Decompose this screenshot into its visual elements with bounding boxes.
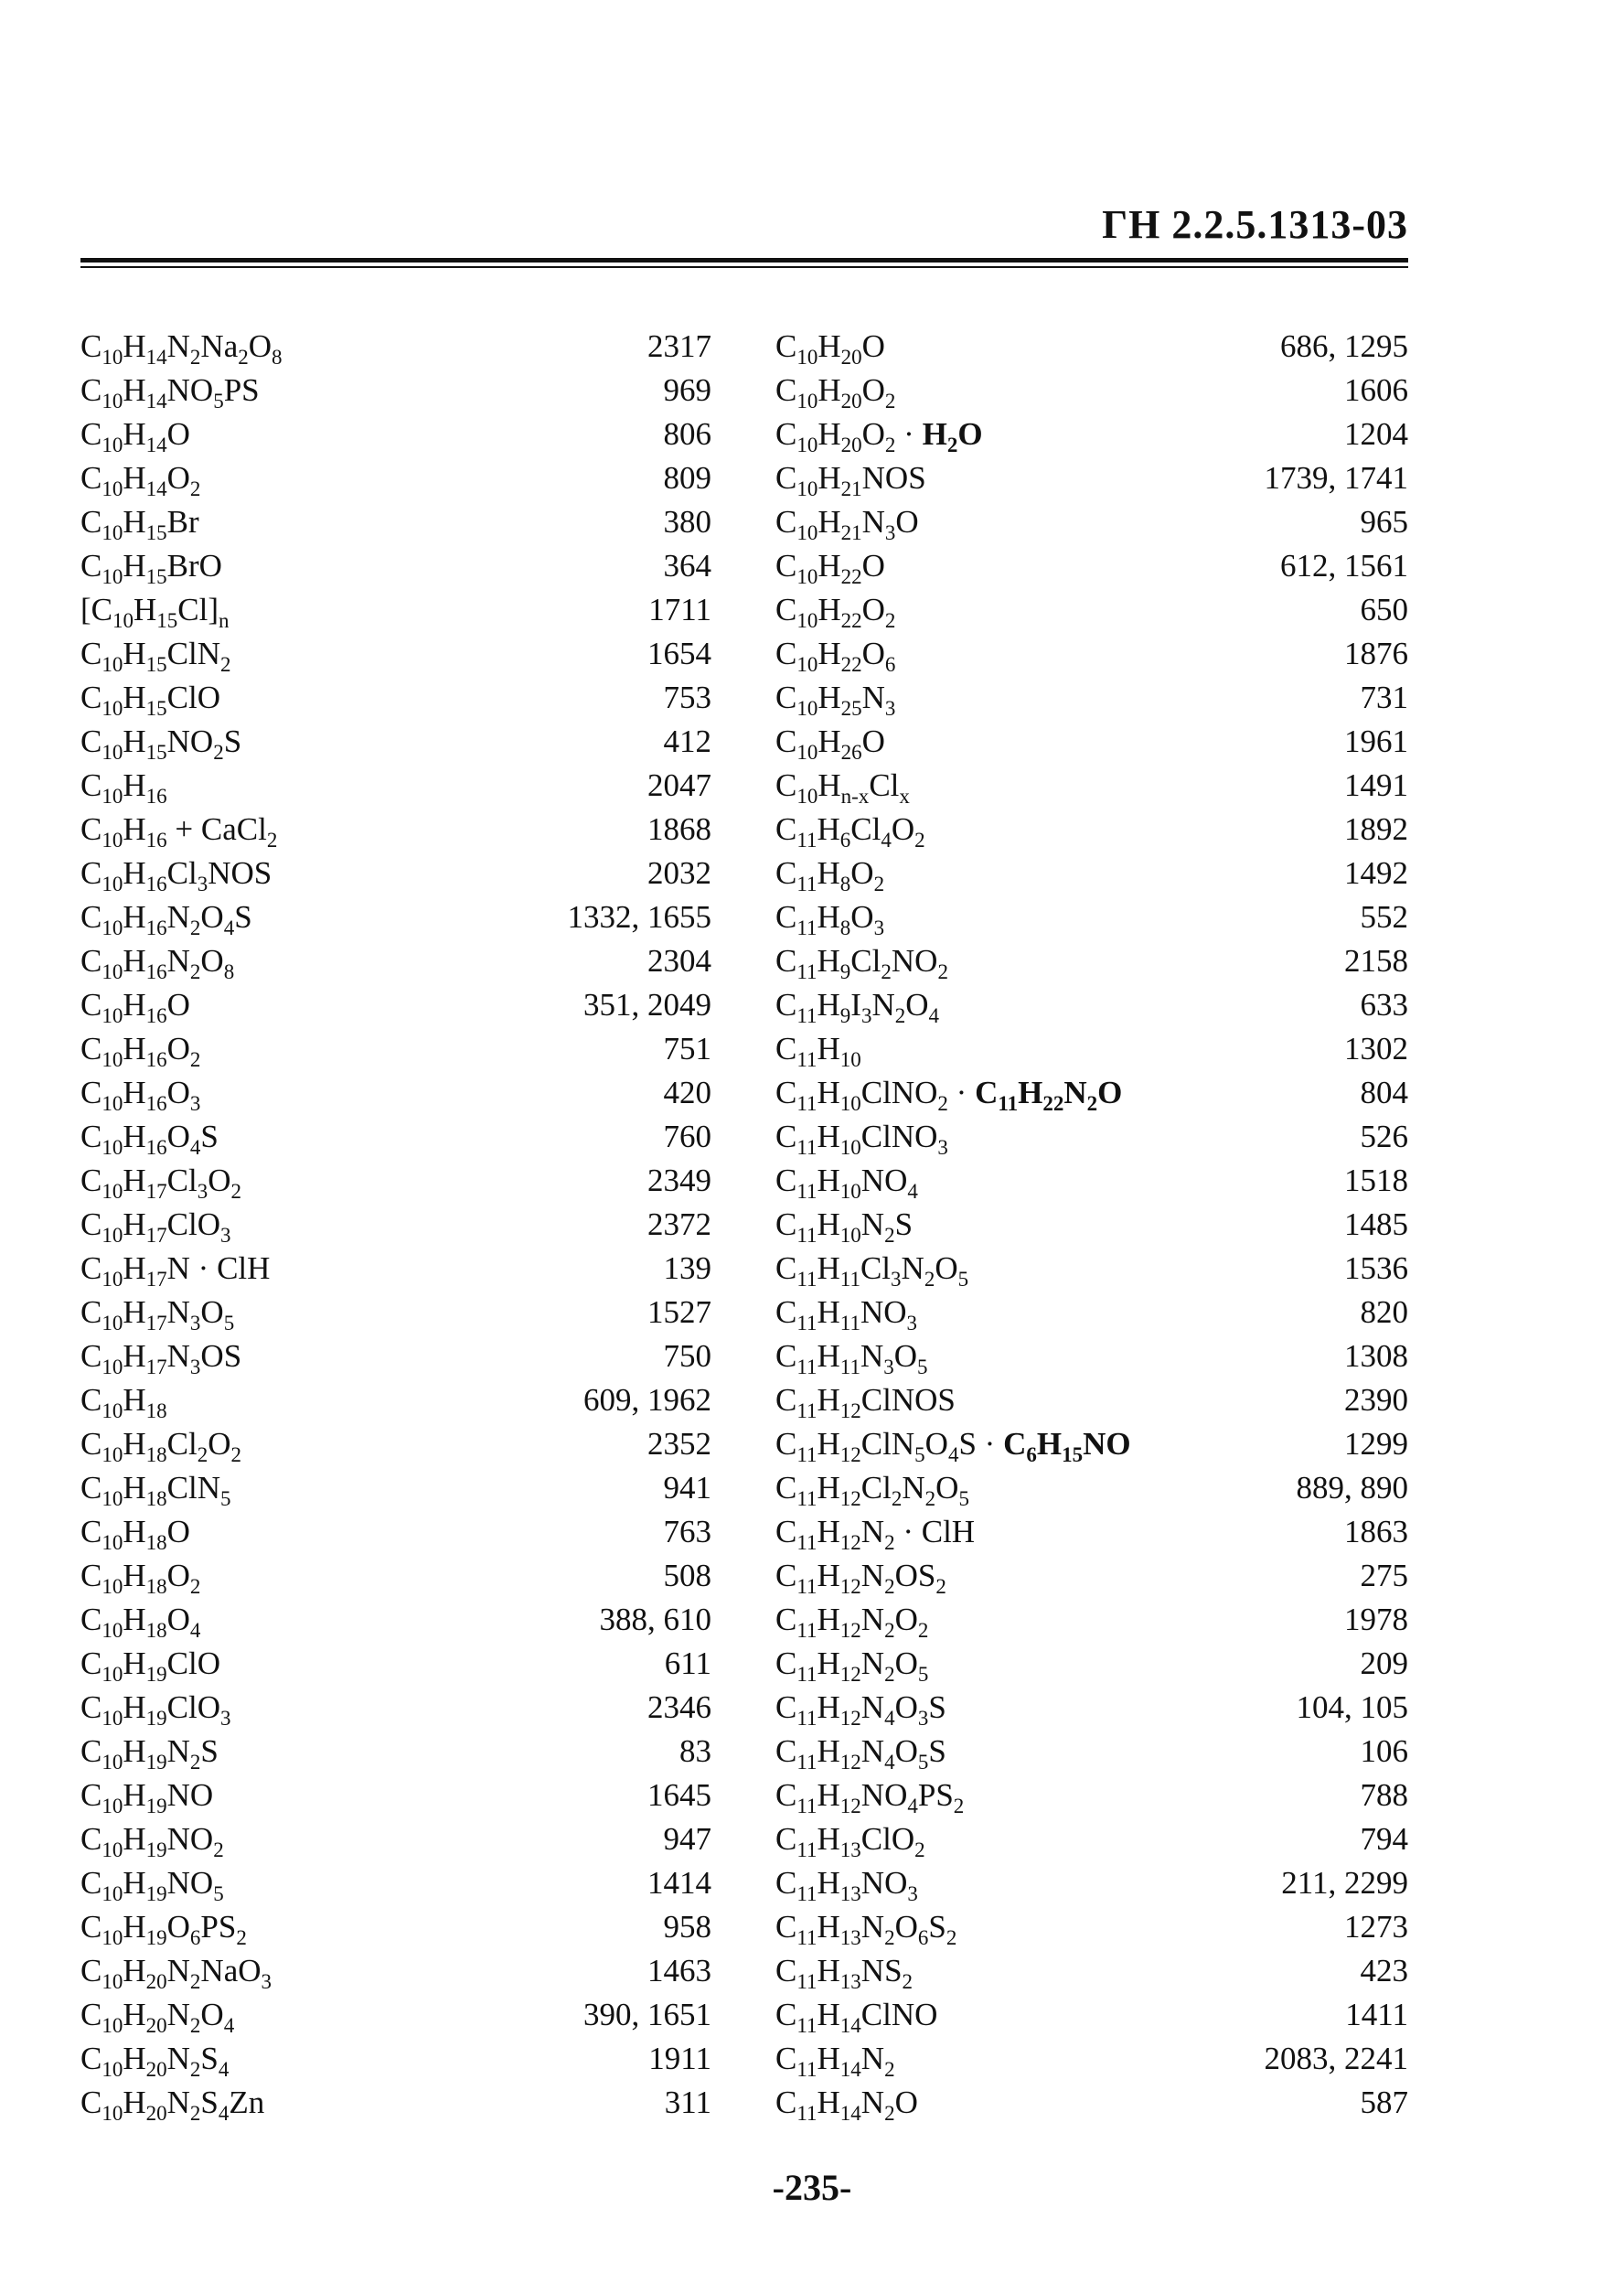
index-row bbox=[80, 1027, 711, 1071]
reference-numbers: 650 bbox=[1360, 592, 1408, 627]
chemical-formula: $C_{10}H_{15}Br$ bbox=[80, 504, 199, 544]
chemical-formula: $C_{10}H_{15}ClO$ bbox=[80, 680, 220, 720]
index-row bbox=[775, 588, 1408, 632]
chemical-formula: $C_{11}H_9I_3N_2O_4$ bbox=[775, 987, 940, 1027]
chemical-formula: $C_{10}H_{17}Cl_3O_2$ bbox=[80, 1163, 241, 1203]
reference-numbers: 526 bbox=[1360, 1119, 1408, 1154]
reference-numbers: 1978 bbox=[1344, 1602, 1408, 1637]
chemical-formula: $C_{10}H_{16}$ bbox=[80, 767, 167, 808]
chemical-formula: $C_{11}H_{13}NO_3$ bbox=[775, 1865, 918, 1905]
chemical-formula: $C_{11}H_{12}Cl_2N_2O_5$ bbox=[775, 1470, 969, 1510]
chemical-formula: $C_{11}H_{13}NS_2$ bbox=[775, 1953, 914, 1993]
reference-numbers: 1463 bbox=[647, 1953, 711, 1988]
index-row bbox=[80, 1905, 711, 1949]
chemical-formula: $C_{10}H_{20}N_2O_4$ bbox=[80, 1997, 235, 2037]
reference-numbers: 1332, 1655 bbox=[567, 899, 711, 935]
chemical-formula: $C_{10}H_{16}O$ bbox=[80, 987, 190, 1027]
index-row bbox=[80, 895, 711, 939]
index-row bbox=[80, 1686, 711, 1730]
reference-numbers: 1654 bbox=[647, 636, 711, 671]
reference-numbers: 2346 bbox=[647, 1689, 711, 1725]
chemical-formula: $C_{10}H_{18}Cl_2O_2$ bbox=[80, 1426, 241, 1466]
index-row bbox=[775, 413, 1408, 456]
reference-numbers: 2349 bbox=[647, 1163, 711, 1198]
chemical-formula: $C_{11}H_{12}N_4O_5S$ bbox=[775, 1733, 946, 1774]
reference-numbers: 209 bbox=[1360, 1645, 1408, 1681]
chemical-formula: $C_{10}H_{22}O_6$ bbox=[775, 636, 896, 676]
index-row bbox=[775, 895, 1408, 939]
index-row bbox=[775, 1378, 1408, 1422]
reference-numbers: 750 bbox=[663, 1338, 711, 1374]
index-row bbox=[80, 1949, 711, 1993]
index-row bbox=[80, 720, 711, 764]
index-row bbox=[775, 1817, 1408, 1861]
index-row bbox=[775, 369, 1408, 413]
index-row bbox=[775, 1949, 1408, 1993]
chemical-formula: $C_{11}H_{14}ClNO$ bbox=[775, 1997, 938, 2037]
index-row bbox=[80, 2037, 711, 2081]
reference-numbers: 809 bbox=[663, 460, 711, 496]
reference-numbers: 2390 bbox=[1344, 1382, 1408, 1418]
chemical-formula: $C_{10}H_{20}N_2NaO_3$ bbox=[80, 1953, 272, 1993]
index-row bbox=[775, 808, 1408, 852]
right-column bbox=[775, 325, 1408, 2125]
reference-numbers: 941 bbox=[663, 1470, 711, 1506]
reference-numbers: 83 bbox=[679, 1733, 711, 1769]
index-row bbox=[80, 1774, 711, 1817]
chemical-formula: $C_{10}H_{17}N$ · ClH bbox=[80, 1250, 271, 1291]
index-row bbox=[775, 1861, 1408, 1905]
reference-numbers: 412 bbox=[663, 723, 711, 759]
chemical-formula: $C_{11}H_{11}Cl_3N_2O_5$ bbox=[775, 1250, 969, 1291]
reference-numbers: 1527 bbox=[647, 1294, 711, 1330]
index-row bbox=[775, 2037, 1408, 2081]
reference-numbers: 2304 bbox=[647, 943, 711, 979]
reference-numbers: 1518 bbox=[1344, 1163, 1408, 1198]
reference-numbers: 763 bbox=[663, 1514, 711, 1549]
index-row bbox=[775, 325, 1408, 369]
chemical-formula: $C_{11}H_{11}NO_3$ bbox=[775, 1294, 918, 1334]
reference-numbers: 1961 bbox=[1344, 723, 1408, 759]
reference-numbers: 139 bbox=[663, 1250, 711, 1286]
chemical-formula: $C_{11}H_{10}$ bbox=[775, 1031, 861, 1071]
reference-numbers: 275 bbox=[1360, 1558, 1408, 1593]
reference-numbers: 380 bbox=[663, 504, 711, 540]
index-row bbox=[80, 1159, 711, 1203]
index-row bbox=[80, 1466, 711, 1510]
reference-numbers: 2047 bbox=[647, 767, 711, 803]
index-row bbox=[80, 764, 711, 808]
index-row bbox=[80, 1422, 711, 1466]
index-row bbox=[775, 544, 1408, 588]
reference-numbers: 611 bbox=[664, 1645, 711, 1681]
reference-numbers: 1868 bbox=[647, 811, 711, 847]
chemical-formula: $C_{10}H_{22}O$ bbox=[775, 548, 885, 588]
reference-numbers: 2352 bbox=[647, 1426, 711, 1462]
chemical-formula: $C_{10}H_{16}$ + CaCl$_2$ bbox=[80, 811, 278, 852]
reference-numbers: 1645 bbox=[647, 1777, 711, 1813]
index-row bbox=[775, 720, 1408, 764]
index-row bbox=[80, 1510, 711, 1554]
reference-numbers: 2372 bbox=[647, 1206, 711, 1242]
chemical-formula: $C_{10}H_{20}O$ bbox=[775, 328, 885, 369]
chemical-formula: $C_{11}H_{10}ClNO_2 \cdot C_{11}H_{22}N_2O$ bbox=[775, 1075, 1123, 1115]
reference-numbers: 751 bbox=[663, 1031, 711, 1066]
index-row bbox=[775, 1905, 1408, 1949]
chemical-formula: $C_{10}H_{20}O_2$ bbox=[775, 372, 896, 413]
chemical-formula: $C_{10}H_{16}O_4S$ bbox=[80, 1119, 219, 1159]
chemical-formula: $C_{10}H_{14}N_2Na_2O_8$ bbox=[80, 328, 283, 369]
chemical-formula: $C_{10}H_{18}O$ bbox=[80, 1514, 190, 1554]
reference-numbers: 889, 890 bbox=[1296, 1470, 1408, 1506]
chemical-formula: $C_{10}H_{18}O_2$ bbox=[80, 1558, 201, 1598]
reference-numbers: 1411 bbox=[1345, 1997, 1408, 2032]
header-rule-thin bbox=[80, 266, 1408, 268]
reference-numbers: 753 bbox=[663, 680, 711, 715]
chemical-formula: $C_{11}H_{11}N_3O_5$ bbox=[775, 1338, 928, 1378]
reference-numbers: 1485 bbox=[1344, 1206, 1408, 1242]
chemical-formula: $C_{10}H_{19}NO_5$ bbox=[80, 1865, 224, 1905]
chemical-formula: $C_{10}H_{19}N_2S$ bbox=[80, 1733, 219, 1774]
reference-numbers: 420 bbox=[663, 1075, 711, 1110]
index-row bbox=[80, 1817, 711, 1861]
index-row bbox=[80, 544, 711, 588]
reference-numbers: 806 bbox=[663, 416, 711, 452]
chemical-formula: $C_{10}H_{18}$ bbox=[80, 1382, 167, 1422]
reference-numbers: 1892 bbox=[1344, 811, 1408, 847]
reference-numbers: 731 bbox=[1360, 680, 1408, 715]
index-row bbox=[775, 1159, 1408, 1203]
chemical-formula: $C_{10}H_{14}NO_5PS$ bbox=[80, 372, 260, 413]
index-row bbox=[775, 1203, 1408, 1247]
index-row bbox=[80, 1861, 711, 1905]
index-row bbox=[775, 1510, 1408, 1554]
index-row bbox=[80, 808, 711, 852]
chemical-formula: $C_{11}H_{12}N_2$ · ClH bbox=[775, 1514, 976, 1554]
chemical-formula: $C_{11}H_{12}N_2OS_2$ bbox=[775, 1558, 946, 1598]
index-row bbox=[80, 1730, 711, 1774]
reference-numbers: 2032 bbox=[647, 855, 711, 891]
chemical-formula: $C_{10}H_{16}O_2$ bbox=[80, 1031, 201, 1071]
chemical-formula: $C_{10}H_{17}ClO_3$ bbox=[80, 1206, 231, 1247]
index-row bbox=[80, 1247, 711, 1291]
reference-numbers: 2317 bbox=[647, 328, 711, 364]
reference-numbers: 760 bbox=[663, 1119, 711, 1154]
reference-numbers: 686, 1295 bbox=[1280, 328, 1408, 364]
reference-numbers: 633 bbox=[1360, 987, 1408, 1023]
index-row bbox=[775, 456, 1408, 500]
reference-numbers: 311 bbox=[664, 2085, 711, 2120]
index-row bbox=[80, 983, 711, 1027]
reference-numbers: 2083, 2241 bbox=[1264, 2041, 1408, 2076]
index-row bbox=[775, 1247, 1408, 1291]
reference-numbers: 1606 bbox=[1344, 372, 1408, 408]
reference-numbers: 423 bbox=[1360, 1953, 1408, 1988]
document-code: ГН 2.2.5.1313-03 bbox=[1102, 202, 1408, 247]
index-row bbox=[80, 1334, 711, 1378]
index-row bbox=[775, 632, 1408, 676]
reference-numbers: 508 bbox=[663, 1558, 711, 1593]
chemical-formula: $C_{11}H_{14}N_2$ bbox=[775, 2041, 895, 2081]
chemical-formula: $C_{10}H_{19}NO_2$ bbox=[80, 1821, 224, 1861]
reference-numbers: 1302 bbox=[1344, 1031, 1408, 1066]
reference-numbers: 1492 bbox=[1344, 855, 1408, 891]
reference-numbers: 820 bbox=[1360, 1294, 1408, 1330]
index-row bbox=[80, 1993, 711, 2037]
chemical-formula: $C_{10}H_{25}N_3$ bbox=[775, 680, 896, 720]
chemical-formula: $C_{10}H_{16}Cl_3NOS$ bbox=[80, 855, 272, 895]
index-row bbox=[775, 1554, 1408, 1598]
chemical-formula: $C_{10}H_{16}N_2O_8$ bbox=[80, 943, 235, 983]
index-row bbox=[80, 2081, 711, 2125]
header-rule-thick bbox=[80, 258, 1408, 263]
reference-numbers: 1536 bbox=[1344, 1250, 1408, 1286]
reference-numbers: 1273 bbox=[1344, 1909, 1408, 1945]
reference-numbers: 965 bbox=[1360, 504, 1408, 540]
chemical-formula: $C_{10}H_{19}ClO_3$ bbox=[80, 1689, 231, 1730]
chemical-formula: $C_{11}H_{12}ClN_5O_4S \cdot C_6H_{15}NO$ bbox=[775, 1426, 1131, 1466]
index-row bbox=[775, 1291, 1408, 1334]
index-row bbox=[775, 1027, 1408, 1071]
index-row bbox=[775, 1466, 1408, 1510]
reference-numbers: 1911 bbox=[648, 2041, 711, 2076]
reference-numbers: 612, 1561 bbox=[1280, 548, 1408, 584]
chemical-formula: $C_{11}H_{10}NO_4$ bbox=[775, 1163, 918, 1203]
index-row bbox=[80, 1598, 711, 1642]
chemical-formula: $C_{11}H_{10}ClNO_3$ bbox=[775, 1119, 948, 1159]
index-row bbox=[80, 939, 711, 983]
index-row bbox=[775, 1730, 1408, 1774]
index-row bbox=[80, 325, 711, 369]
chemical-formula: $C_{10}H_{20}O_2 \cdot H_2O$ bbox=[775, 416, 983, 456]
reference-numbers: 788 bbox=[1360, 1777, 1408, 1813]
reference-numbers: 388, 610 bbox=[599, 1602, 711, 1637]
reference-numbers: 1739, 1741 bbox=[1264, 460, 1408, 496]
reference-numbers: 947 bbox=[663, 1821, 711, 1857]
chemical-formula: $C_{10}H_{16}O_3$ bbox=[80, 1075, 201, 1115]
chemical-formula: $C_{10}H_{21}N_3O$ bbox=[775, 504, 919, 544]
chemical-formula: $C_{10}H_{16}N_2O_4S$ bbox=[80, 899, 252, 939]
index-row bbox=[80, 1642, 711, 1686]
reference-numbers: 106 bbox=[1360, 1733, 1408, 1769]
index-row bbox=[80, 1378, 711, 1422]
chemical-formula: $C_{11}H_{13}N_2O_6S_2$ bbox=[775, 1909, 957, 1949]
index-row bbox=[775, 939, 1408, 983]
index-row bbox=[80, 676, 711, 720]
index-row bbox=[80, 456, 711, 500]
chemical-formula: $C_{11}H_{13}ClO_2$ bbox=[775, 1821, 925, 1861]
reference-numbers: 364 bbox=[663, 548, 711, 584]
chemical-formula: $C_{10}H_{18}O_4$ bbox=[80, 1602, 201, 1642]
reference-numbers: 958 bbox=[663, 1909, 711, 1945]
reference-numbers: 794 bbox=[1360, 1821, 1408, 1857]
chemical-formula: $C_{10}H_{19}O_6PS_2$ bbox=[80, 1909, 247, 1949]
chemical-formula: $C_{10}H_{15}ClN_2$ bbox=[80, 636, 231, 676]
index-row bbox=[80, 588, 711, 632]
reference-numbers: 351, 2049 bbox=[583, 987, 711, 1023]
chemical-formula: $C_{11}H_8O_3$ bbox=[775, 899, 885, 939]
index-row bbox=[775, 2081, 1408, 2125]
reference-numbers: 969 bbox=[663, 372, 711, 408]
index-row bbox=[775, 676, 1408, 720]
index-row bbox=[775, 852, 1408, 895]
chemical-formula: $C_{10}H_{19}NO$ bbox=[80, 1777, 214, 1817]
chemical-formula: $C_{10}H_{15}NO_2S$ bbox=[80, 723, 242, 764]
index-row bbox=[80, 1071, 711, 1115]
reference-numbers: 1491 bbox=[1344, 767, 1408, 803]
index-row bbox=[775, 1334, 1408, 1378]
chemical-formula: $C_{11}H_{12}N_4O_3S$ bbox=[775, 1689, 946, 1730]
reference-numbers: 1414 bbox=[647, 1865, 711, 1901]
index-row bbox=[80, 500, 711, 544]
index-row bbox=[80, 632, 711, 676]
chemical-formula: $C_{10}H_{21}NOS$ bbox=[775, 460, 926, 500]
chemical-formula: $C_{10}H_{20}N_2S_4$ bbox=[80, 2041, 230, 2081]
chemical-formula: $C_{10}H_{15}BrO$ bbox=[80, 548, 222, 588]
index-row bbox=[80, 1203, 711, 1247]
reference-numbers: 1299 bbox=[1344, 1426, 1408, 1462]
index-row bbox=[775, 1071, 1408, 1115]
left-column bbox=[80, 325, 711, 2125]
chemical-formula: $C_{11}H_6Cl_4O_2$ bbox=[775, 811, 925, 852]
index-row bbox=[775, 1774, 1408, 1817]
chemical-formula: $C_{10}H_{14}O$ bbox=[80, 416, 190, 456]
index-row bbox=[80, 369, 711, 413]
chemical-formula: $C_{10}H_{17}N_3O_5$ bbox=[80, 1294, 235, 1334]
index-row bbox=[775, 1115, 1408, 1159]
chemical-formula: $C_{11}H_{14}N_2O$ bbox=[775, 2085, 918, 2125]
reference-numbers: 390, 1651 bbox=[583, 1997, 711, 2032]
index-row bbox=[80, 1115, 711, 1159]
index-row bbox=[80, 1554, 711, 1598]
index-row bbox=[80, 852, 711, 895]
chemical-formula: $C_{10}H_{22}O_2$ bbox=[775, 592, 896, 632]
chemical-formula: $C_{11}H_{12}ClNOS$ bbox=[775, 1382, 956, 1422]
chemical-formula: $C_{10}H_{26}O$ bbox=[775, 723, 885, 764]
index-row bbox=[775, 983, 1408, 1027]
index-row bbox=[775, 1642, 1408, 1686]
reference-numbers: 804 bbox=[1360, 1075, 1408, 1110]
reference-numbers: 104, 105 bbox=[1296, 1689, 1408, 1725]
index-row bbox=[775, 1686, 1408, 1730]
chemical-formula: $C_{11}H_8O_2$ bbox=[775, 855, 885, 895]
chemical-formula: $C_{10}H_{17}N_3OS$ bbox=[80, 1338, 242, 1378]
index-row bbox=[775, 500, 1408, 544]
page-number: -235- bbox=[772, 2167, 852, 2208]
chemical-formula: $C_{10}H_{20}N_2S_4Zn$ bbox=[80, 2085, 265, 2125]
chemical-formula: $C_{11}H_{10}N_2S$ bbox=[775, 1206, 914, 1247]
reference-numbers: 1876 bbox=[1344, 636, 1408, 671]
index-row bbox=[775, 1993, 1408, 2037]
index-row bbox=[80, 1291, 711, 1334]
chemical-formula: $C_{10}H_{n-x}Cl_x$ bbox=[775, 767, 910, 808]
chemical-formula: $C_{11}H_{12}N_2O_2$ bbox=[775, 1602, 929, 1642]
reference-numbers: 587 bbox=[1360, 2085, 1408, 2120]
reference-numbers: 1711 bbox=[648, 592, 711, 627]
reference-numbers: 1863 bbox=[1344, 1514, 1408, 1549]
reference-numbers: 1308 bbox=[1344, 1338, 1408, 1374]
index-row bbox=[775, 1598, 1408, 1642]
chemical-formula: $C_{11}H_{12}NO_4PS_2$ bbox=[775, 1777, 965, 1817]
reference-numbers: 1204 bbox=[1344, 416, 1408, 452]
chemical-formula: $C_{10}H_{19}ClO$ bbox=[80, 1645, 220, 1686]
chemical-formula: $C_{11}H_9Cl_2NO_2$ bbox=[775, 943, 948, 983]
reference-numbers: 552 bbox=[1360, 899, 1408, 935]
reference-numbers: 2158 bbox=[1344, 943, 1408, 979]
chemical-formula: $C_{10}H_{18}ClN_5$ bbox=[80, 1470, 231, 1510]
chemical-formula: $[C_{10}H_{15}Cl]_n$ bbox=[80, 592, 230, 632]
index-row bbox=[775, 1422, 1408, 1466]
reference-numbers: 211, 2299 bbox=[1281, 1865, 1408, 1901]
chemical-formula: $C_{11}H_{12}N_2O_5$ bbox=[775, 1645, 929, 1686]
reference-numbers: 609, 1962 bbox=[583, 1382, 711, 1418]
index-row bbox=[775, 764, 1408, 808]
index-row bbox=[80, 413, 711, 456]
chemical-formula: $C_{10}H_{14}O_2$ bbox=[80, 460, 201, 500]
